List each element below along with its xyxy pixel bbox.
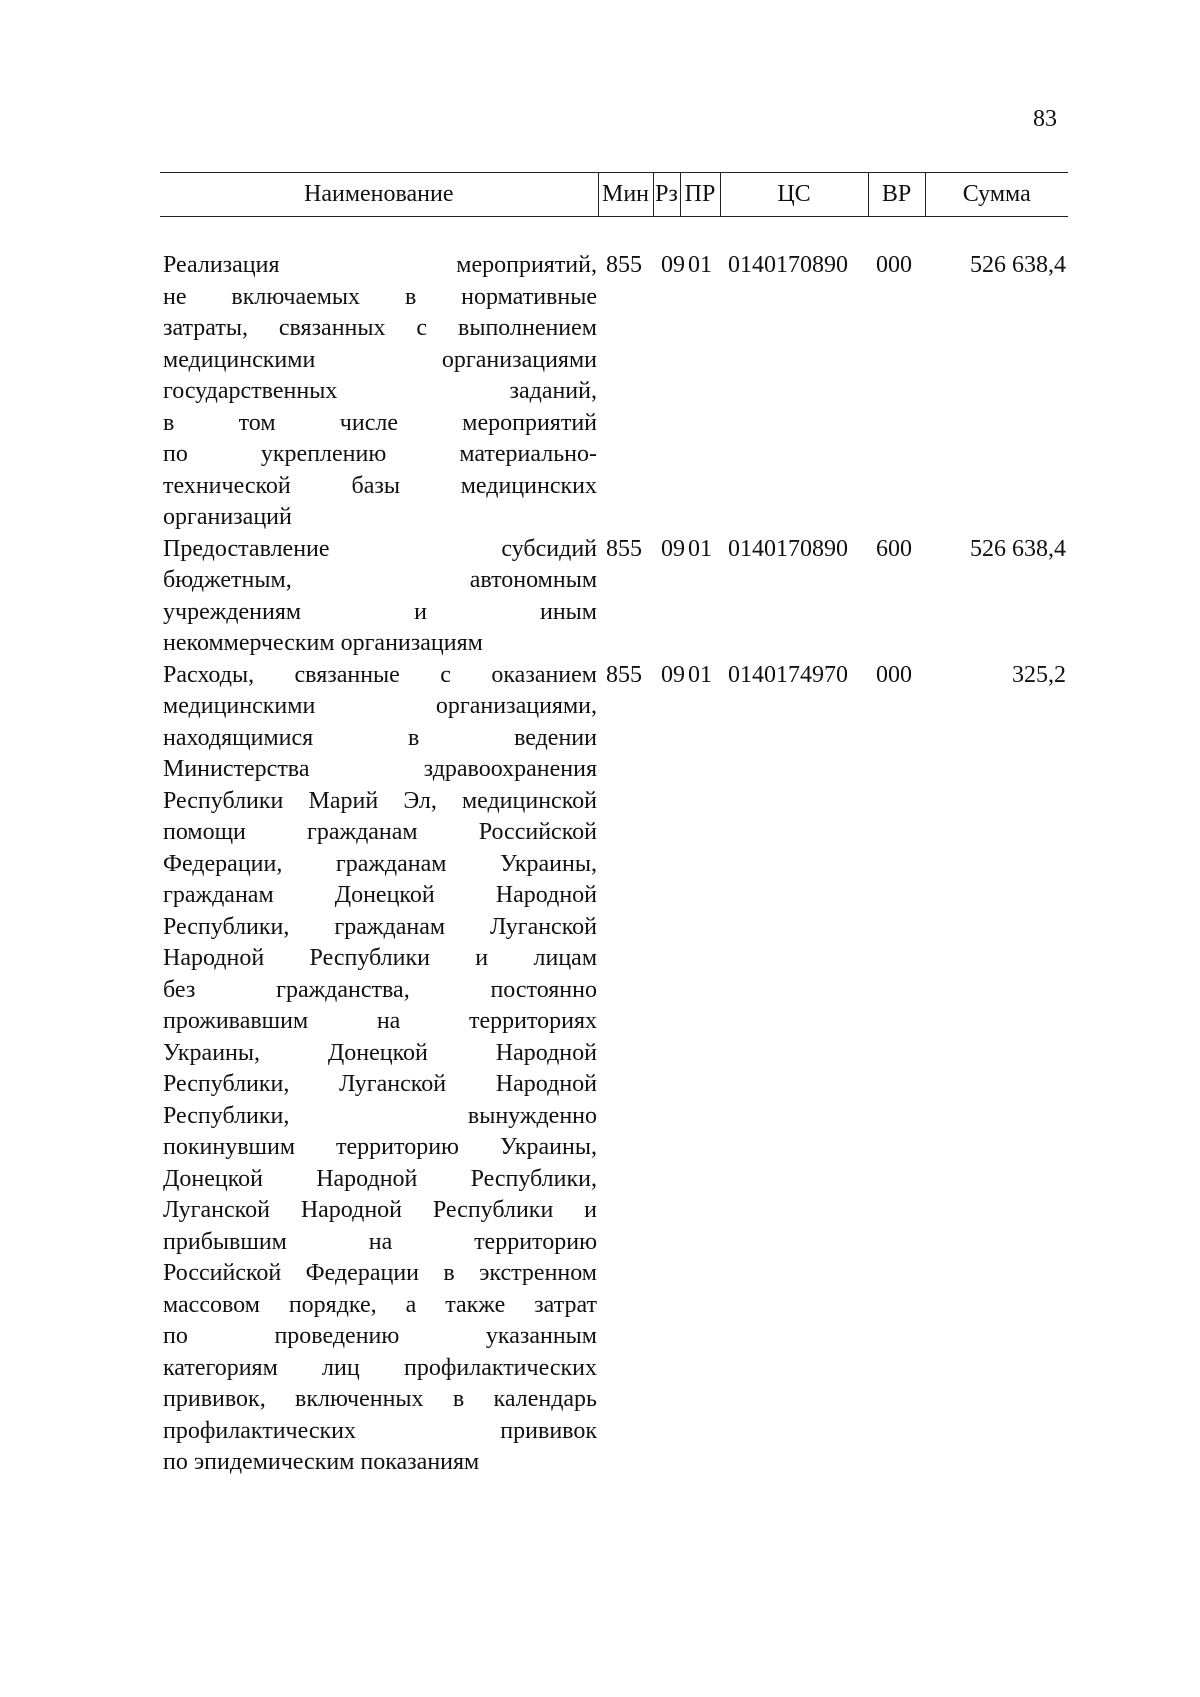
- row-name-line: гражданам Донецкой Народной: [163, 882, 597, 908]
- row-name-line: медицинскими организациями: [163, 346, 597, 373]
- row-name-line: медицинскими организациями,: [163, 693, 597, 719]
- row-name-line: государственных заданий,: [163, 378, 597, 404]
- header-min: Мин: [598, 173, 653, 217]
- row-cs: 0140170890: [728, 252, 848, 278]
- row-name-line: Расходы, связанные с оказанием: [163, 661, 597, 688]
- row-min: 855: [606, 661, 642, 688]
- row-name: [160, 250, 598, 534]
- row-name-line: затраты, связанных с выполнением: [163, 315, 597, 341]
- table-body: [160, 217, 1068, 1479]
- header-sum: Сумма: [925, 173, 1068, 217]
- row-name-line: по проведению указанным: [163, 1323, 597, 1349]
- row-name-line: Республики, гражданам Луганской: [163, 913, 597, 940]
- table-header: [160, 173, 1068, 217]
- header-name: Наименование: [160, 173, 598, 217]
- row-min: 855: [606, 252, 642, 278]
- row-name-line: находящимися в ведении: [163, 724, 597, 751]
- row-sum: 526 638,4: [970, 252, 1066, 278]
- row-pr: 01: [688, 252, 712, 278]
- row-name-line: по эпидемическим показаниям: [163, 1449, 480, 1475]
- row-vr: 000: [876, 252, 912, 278]
- row-name-line: Украины, Донецкой Народной: [163, 1039, 597, 1066]
- row-name: [160, 660, 598, 1479]
- row-name-line: некоммерческим организациям: [163, 630, 483, 656]
- row-pr: 01: [688, 535, 712, 562]
- row-name-line: учреждениям и иным: [163, 598, 597, 625]
- row-vr: 600: [876, 535, 912, 562]
- row-name-line: технической базы медицинских: [163, 472, 597, 499]
- row-name-line: Луганской Народной Республики и: [163, 1197, 597, 1223]
- table-row: [160, 534, 1068, 660]
- row-name-line: помощи гражданам Российской: [163, 819, 597, 845]
- row-pr: 01: [688, 661, 712, 688]
- header-pr: ПР: [680, 173, 720, 217]
- table-row: [160, 250, 1068, 534]
- budget-table: [160, 172, 1068, 1479]
- row-vr: 000: [876, 661, 912, 688]
- row-name-line: в том числе мероприятий: [163, 409, 597, 436]
- row-name-line: покинувшим территорию Украины,: [163, 1134, 597, 1160]
- row-cs: 0140170890: [728, 535, 848, 562]
- row-name-line: Реализация мероприятий,: [163, 252, 597, 278]
- row-rz: 09: [661, 252, 685, 278]
- header-cs: ЦС: [720, 173, 868, 217]
- row-name-line: Республики, Луганской Народной: [163, 1071, 597, 1097]
- row-name-line: Республики Марий Эл, медицинской: [163, 787, 597, 814]
- row-name-line: Республики, вынужденно: [163, 1102, 597, 1129]
- row-name-line: Министерства здравоохранения: [163, 756, 597, 782]
- table-row: [160, 660, 1068, 1479]
- row-name-line: прибывшим на территорию: [163, 1228, 597, 1255]
- row-name-line: Российской Федерации в экстренном: [163, 1260, 597, 1286]
- row-name-line: профилактических прививок: [163, 1417, 597, 1444]
- row-name-line: Предоставление субсидий: [163, 535, 597, 562]
- row-rz: 09: [661, 661, 685, 688]
- row-name-line: проживавшим на территориях: [163, 1008, 597, 1034]
- row-name-line: Федерации, гражданам Украины,: [163, 850, 597, 877]
- row-name-line: без гражданства, постоянно: [163, 976, 597, 1003]
- row-min: 855: [606, 535, 642, 562]
- row-name-line: по укреплению материально-: [163, 441, 597, 467]
- row-name-line: массовом порядке, а также затрат: [163, 1291, 597, 1318]
- row-name-line: бюджетным, автономным: [163, 567, 597, 593]
- row-sum: 325,2: [1012, 661, 1066, 688]
- row-name-line: Донецкой Народной Республики,: [163, 1165, 597, 1192]
- row-rz: 09: [661, 535, 685, 562]
- header-vr: ВР: [868, 173, 925, 217]
- row-name-line: Народной Республики и лицам: [163, 945, 597, 971]
- row-name-line: организаций: [163, 504, 292, 530]
- row-name-line: не включаемых в нормативные: [163, 283, 597, 310]
- page-number: 83: [1033, 106, 1057, 132]
- row-cs: 0140174970: [728, 661, 848, 688]
- header-rz: Рз: [653, 173, 680, 217]
- row-name: [160, 534, 598, 660]
- row-name-line: прививок, включенных в календарь: [163, 1386, 597, 1412]
- row-name-line: категориям лиц профилактических: [163, 1354, 597, 1381]
- row-sum: 526 638,4: [970, 535, 1066, 562]
